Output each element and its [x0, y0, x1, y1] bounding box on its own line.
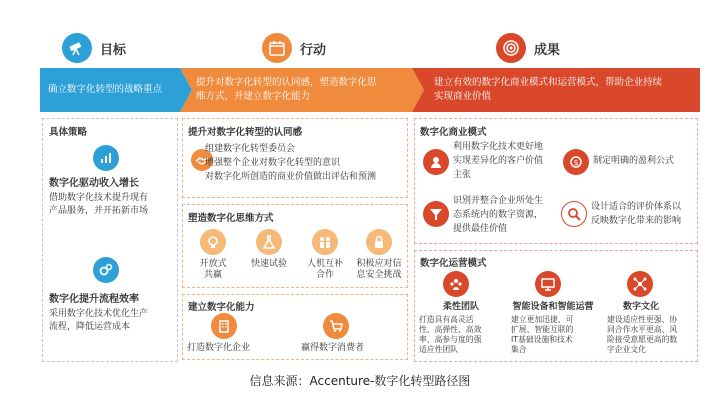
- bm-item3-line2: 态系统内的数字资源，: [453, 210, 544, 220]
- op-col1-line2: 性、高弹性、高效: [419, 325, 482, 334]
- op-col2-title: 智能设备和智能运营: [512, 302, 594, 312]
- goal-item1-title: 数字化驱动收入增长: [49, 178, 139, 189]
- op-col3-line1: 建设适应性更强、协: [607, 315, 678, 324]
- flask-icon: [256, 229, 282, 255]
- user-value-icon: [423, 149, 449, 175]
- goal-header: [62, 30, 126, 66]
- head-idea-icon: [200, 229, 226, 255]
- capability-item2: 赢得数字消费者: [301, 343, 365, 353]
- op-col1-title: 柔性团队: [442, 302, 479, 312]
- mindset-item-human-machine: 人机互补 合作: [295, 229, 355, 280]
- op-col2-line2: 扩展、智能互联的: [511, 325, 574, 334]
- building-icon: [211, 313, 237, 339]
- goal-item1-line2: 产品服务，并开拓新市场: [49, 206, 149, 216]
- team-icon: [443, 271, 469, 297]
- mindset-item-open: 开放式 共赢: [183, 229, 243, 280]
- goal-item1-line1: 借助数字化技术提升现有: [49, 193, 149, 203]
- op-col1-line4: 适应性团队: [419, 345, 458, 354]
- op-col2-line3: IT基础设施和技术: [511, 335, 573, 344]
- result-panel1-title: 数字化商业模式: [420, 127, 487, 138]
- action-band: 提升对数字化转型的认同感，塑造数字化思 维方式，并建立数字化能力: [196, 77, 377, 102]
- source-caption: 信息来源：Accenture-数字化转型路径图: [249, 374, 471, 388]
- bm-item1-line3: 主张: [453, 170, 472, 180]
- action-title: 行动: [300, 42, 327, 58]
- bm-item4-line2: 反映数字化带来的影响: [591, 216, 682, 226]
- op-col2-line4: 集合: [511, 345, 527, 354]
- op-col3-title: 数字文化: [622, 302, 659, 312]
- calendar-icon: [262, 33, 292, 63]
- action-bullet3: 对数字化所创造的商业价值做出评估和预测: [205, 172, 377, 182]
- goal-item2-title: 数字化提升流程效率: [49, 294, 139, 305]
- result-band: 建立有效的数字化商业模式和运营模式，帮助企业持续 实现商业价值: [434, 77, 663, 102]
- people-icon: [312, 229, 338, 255]
- goal-section-title: 具体策略: [49, 127, 88, 138]
- bm-item1-line1: 利用数字化技术更好地: [453, 142, 544, 152]
- bm-item1-line2: 实现差异化的客户价值: [453, 156, 544, 166]
- cart-icon: [323, 313, 349, 339]
- action-panel-mindset: [182, 204, 408, 288]
- telescope-icon: [62, 33, 92, 63]
- target-icon: [496, 33, 526, 63]
- action-bullet1: 组建数字化转型委员会: [205, 144, 296, 154]
- bm-item2: 制定明确的盈利公式: [593, 156, 675, 166]
- bm-item4-line1: 设计适合的评价体系以: [591, 202, 682, 212]
- network-icon: [627, 271, 653, 297]
- action-header: [262, 30, 326, 66]
- svg-text:$: $: [573, 158, 579, 167]
- goal-item2-line1: 采用数字化技术优化生产: [49, 309, 149, 319]
- result-title: 成果: [534, 42, 561, 58]
- result-panel-operating-model: [414, 250, 698, 362]
- bm-item3-line3: 提供最佳价值: [453, 224, 508, 234]
- result-panel2-title: 数字化运营模式: [420, 258, 487, 269]
- op-col3-line4: 字企业文化: [607, 345, 646, 354]
- capability-item1: 打造数字化企业: [187, 343, 251, 353]
- mindset-item-experiment: 快速试验: [239, 229, 299, 270]
- profit-icon: [563, 149, 589, 175]
- result-panel-business-model: [414, 118, 698, 244]
- goal-band: 确立数字化转型的战略重点: [48, 84, 163, 95]
- action-bullet2: 增强整个企业对数字化转型的意识: [205, 158, 341, 168]
- mindset-item-security: 积极应对信 息安全挑战: [349, 229, 409, 280]
- monitor-icon: [535, 271, 561, 297]
- growth-chart-icon: [93, 145, 119, 171]
- action-panel-capability: [182, 294, 408, 360]
- op-col3-line3: 险接受意愿更高的数: [607, 335, 678, 344]
- goal-item2-line2: 流程，降低运营成本: [49, 322, 131, 332]
- op-col2-line1: 建立更加迅捷、可: [511, 315, 574, 324]
- goal-title: 目标: [100, 42, 127, 58]
- op-col1-line3: 率、高参与度的强: [419, 335, 482, 344]
- lock-icon: [366, 229, 392, 255]
- funnel-icon: [423, 201, 449, 227]
- action-panel-recognition: [182, 118, 408, 198]
- action-panel1-title: 提升对数字化转型的认同感: [188, 127, 303, 138]
- action-panel3-title: 建立数字化能力: [188, 302, 255, 313]
- action-panel2-title: 塑造数字化思维方式: [188, 213, 274, 224]
- op-col1-line1: 打造具有高灵活: [419, 315, 474, 324]
- result-header: [496, 30, 560, 66]
- goal-panel: [42, 118, 178, 362]
- magnifier-icon: [561, 201, 587, 227]
- op-col3-line2: 同合作水平更高、风: [607, 325, 678, 334]
- bm-item3-line1: 识别并整合企业所处生: [453, 196, 544, 206]
- gears-icon: [93, 257, 119, 283]
